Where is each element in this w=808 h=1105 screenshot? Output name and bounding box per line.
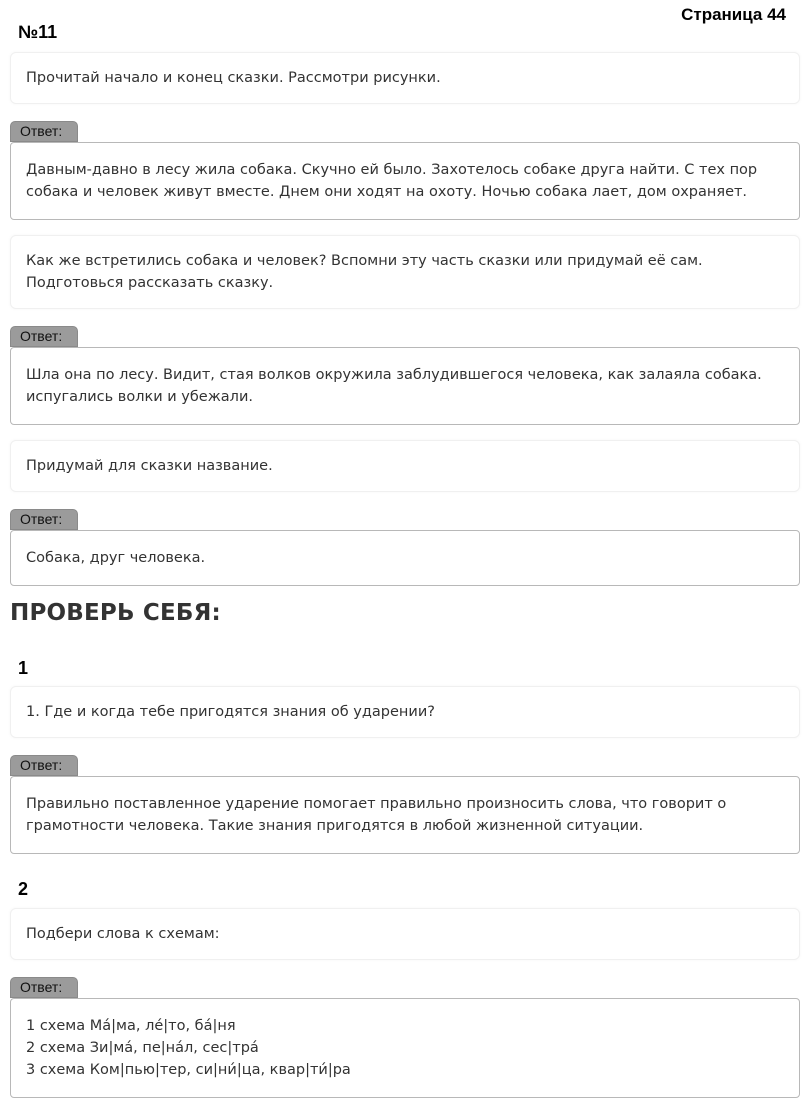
question-box xyxy=(10,440,800,492)
answer-line: 1 схема Ма́|ма, ле́|то, ба́|ня xyxy=(26,1018,236,1034)
answer-box xyxy=(10,347,800,425)
answer-line: 3 схема Ком|пью|тер, си|ни́|ца, квар|ти́|ра xyxy=(26,1062,351,1078)
answer-lines xyxy=(26,1015,351,1081)
answer-box xyxy=(10,530,800,586)
question-box xyxy=(10,686,800,738)
question-text: 1. Где и когда тебе пригодятся знания об ударении? xyxy=(26,704,435,720)
question-box xyxy=(10,908,800,960)
question-text: Как же встретились собака и человек? Вспомни эту часть сказки или придумай её сам. Подготовься рассказать сказку. xyxy=(26,253,703,291)
answer-tab: Ответ: xyxy=(10,977,78,998)
question-text: Подбери слова к схемам: xyxy=(26,926,220,942)
answer-box xyxy=(10,142,800,220)
answer-text: Шла она по лесу. Видит, стая волков окружила заблудившегося человека, как залаяла собака. испугались волки и убежали. xyxy=(26,367,762,405)
task-number: №11 xyxy=(18,22,58,42)
answer-tab: Ответ: xyxy=(10,326,78,347)
question-box xyxy=(10,52,800,104)
answer-text: Собака, друг человека. xyxy=(26,550,206,566)
question-box xyxy=(10,235,800,309)
answer-box xyxy=(10,776,800,854)
answer-box xyxy=(10,998,800,1098)
answer-tab: Ответ: xyxy=(10,755,78,776)
answer-text: Правильно поставленное ударение помогает правильно произносить слова, что говорит о грамотности человека. Такие знания пригодятся в любой жизненной ситуации. xyxy=(26,796,727,834)
section-title: ПРОВЕРЬ СЕБЯ: xyxy=(10,600,221,626)
check-item-number: 1 xyxy=(18,658,29,678)
question-text: Придумай для сказки название. xyxy=(26,458,273,474)
check-item-number: 2 xyxy=(18,879,29,899)
answer-text: Давным-давно в лесу жила собака. Скучно ей было. Захотелось собаке друга найти. С тех пор собака и человек живут вместе. Днем они ходят на охоту. Ночью собака лает, дом охраняет. xyxy=(26,162,758,200)
answer-tab: Ответ: xyxy=(10,121,78,142)
question-text: Прочитай начало и конец сказки. Рассмотри рисунки. xyxy=(26,70,441,86)
page-number-label: Страница 44 xyxy=(681,5,786,24)
answer-tab: Ответ: xyxy=(10,509,78,530)
answer-line: 2 схема Зи|ма́, пе|на́л, сес|тра́ xyxy=(26,1040,259,1056)
